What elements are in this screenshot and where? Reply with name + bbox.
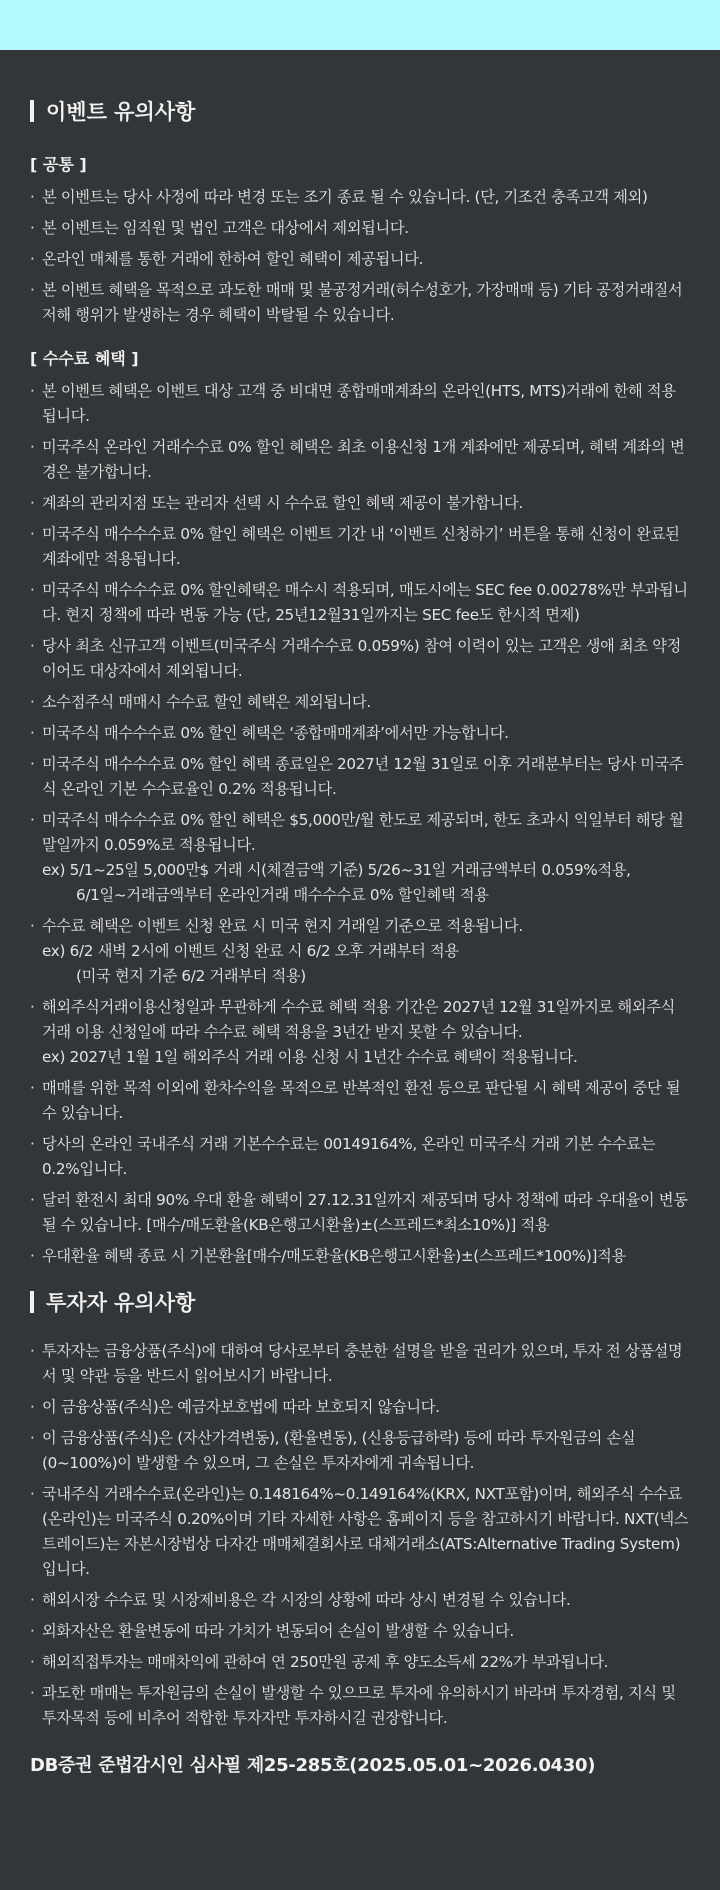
list-item: · 해외직접투자는 매매차익에 관하여 연 250만원 공제 후 양도소득세 22%가 부과됩니다. <box>30 1650 690 1675</box>
timing-text: 수수료 혜택은 이벤트 신청 완료 시 미국 현지 거래일 기준으로 적용됩니다. <box>42 917 523 935</box>
investor-notice-title-text: 투자자 유의사항 <box>46 1291 196 1315</box>
limit-text: 미국주식 매수수수료 0% 할인 혜택은 $5,000만/월 한도로 제공되며, 한도 초과시 익일부터 해당 월 말일까지 0.059%로 적용됩니다. <box>42 811 684 854</box>
investor-list <box>30 1339 690 1731</box>
list-item-monthly-limit <box>30 808 690 908</box>
list-item: · 매매를 위한 목적 이외에 환차수익을 목적으로 반복적인 환전 등으로 판단될 시 혜택 제공이 중단 될 수 있습니다. <box>30 1076 690 1126</box>
list-item: · 외화자산은 환율변동에 따라 가치가 변동되어 손실이 발생할 수 있습니다. <box>30 1619 690 1644</box>
list-item: · 미국주식 온라인 거래수수료 0% 할인 혜택은 최초 이용신청 1개 계좌에만 제공되며, 혜택 계좌의 변경은 불가합니다. <box>30 435 690 485</box>
investor-notice-title <box>30 1287 690 1317</box>
list-item: · 온라인 매체를 통한 거래에 한하여 할인 혜택이 제공됩니다. <box>30 247 690 272</box>
period-text: 해외주식거래이용신청일과 무관하게 수수료 혜택 적용 기간은 2027년 12월 31일까지로 해외주식 거래 이용 신청일에 따라 수수료 혜택 적용을 3년간 받지 못할 수 있습니다. <box>42 998 676 1041</box>
common-list <box>30 185 690 328</box>
list-item: · 본 이벤트는 임직원 및 법인 고객은 대상에서 제외됩니다. <box>30 216 690 241</box>
list-item: · 이 금융상품(주식)은 (자산가격변동), (환율변동), (신용등급하락) 등에 따라 투자원금의 손실(0~100%)이 발생할 수 있으며, 그 손실은 투자자에게 귀속됩니다. <box>30 1426 690 1476</box>
compliance-approval-text: DB증권 준법감시인 심사필 제25-285호(2025.05.01~2026.0430) <box>30 1755 596 1776</box>
list-item: · 국내주식 거래수수료(온라인)는 0.148164%~0.149164%(KRX, NXT포함)이며, 해외주식 수수료(온라인)는 미국주식 0.20%이며 기타 자세한 사항은 홈페이지 등을 참고하시기 바랍니다. NXT(넥스트레이드)는 자본시장법상 다자간 매매체결회사로 대체거래소(ATS:Alternative Trading System)입니다. <box>30 1482 690 1582</box>
event-notice-title-text: 이벤트 유의사항 <box>46 100 196 124</box>
fee-benefit-subheading: [ 수수료 혜택 ] <box>30 349 139 368</box>
list-item: · 미국주식 매수수수료 0% 할인혜택은 매수시 적용되며, 매도시에는 SEC fee 0.00278%만 부과됩니다. 현지 정책에 따라 변동 가능 (단, 25년12월31일까지는 SEC fee도 한시적 면제) <box>30 578 690 628</box>
event-notice-title <box>30 96 690 126</box>
list-item: · 달러 환전시 최대 90% 우대 환율 혜택이 27.12.31일까지 제공되며 당사 정책에 따라 우대율이 변동 될 수 있습니다. [매수/매도환율(KB은행고시환율)±(스프레드*최소10%)] 적용 <box>30 1188 690 1238</box>
limit-example <box>42 858 690 908</box>
list-item: · 미국주식 매수수수료 0% 할인 혜택은 ‘종합매매계좌’에서만 가능합니다. <box>30 721 690 746</box>
list-item-apply-period <box>30 995 690 1070</box>
timing-example <box>42 939 690 989</box>
limit-example-line-2: 6/1일~거래금액부터 온라인거래 매수수수료 0% 할인혜택 적용 <box>76 886 489 904</box>
notice-content <box>0 50 720 1777</box>
list-item: · 우대환율 혜택 종료 시 기본환율[매수/매도환율(KB은행고시환율)±(스프레드*100%)]적용 <box>30 1244 690 1269</box>
list-item: · 본 이벤트 혜택을 목적으로 과도한 매매 및 불공정거래(허수성호가, 가장매매 등) 기타 공정거래질서 저해 행위가 발생하는 경우 혜택이 박탈될 수 있습니다. <box>30 278 690 328</box>
list-item: · 계좌의 관리지점 또는 관리자 선택 시 수수료 할인 혜택 제공이 불가합니다. <box>30 491 690 516</box>
list-item: · 당사 최초 신규고객 이벤트(미국주식 거래수수료 0.059%) 참여 이력이 있는 고객은 생애 최초 약정이어도 대상자에서 제외됩니다. <box>30 634 690 684</box>
list-item-apply-timing <box>30 914 690 989</box>
list-item: · 과도한 매매는 투자원금의 손실이 발생할 수 있으므로 투자에 유의하시기 바라며 투자경험, 지식 및 투자목적 등에 비추어 적합한 투자자만 투자하시길 권장합니다. <box>30 1681 690 1731</box>
list-item: · 당사의 온라인 국내주식 거래 기본수수료는 00149164%, 온라인 미국주식 거래 기본 수수료는 0.2%입니다. <box>30 1132 690 1182</box>
list-item: · 이 금융상품(주식)은 예금자보호법에 따라 보호되지 않습니다. <box>30 1395 690 1420</box>
title-bar-marker <box>30 100 34 122</box>
fee-benefit-list <box>30 379 690 1269</box>
list-item: · 본 이벤트 혜택은 이벤트 대상 고객 중 비대면 종합매매계좌의 온라인(HTS, MTS)거래에 한해 적용됩니다. <box>30 379 690 429</box>
timing-example-line-2: (미국 현지 기준 6/2 거래부터 적용) <box>76 967 306 985</box>
list-item: · 투자자는 금융상품(주식)에 대하여 당사로부터 충분한 설명을 받을 권리가 있으며, 투자 전 상품설명서 및 약관 등을 반드시 읽어보시기 바랍니다. <box>30 1339 690 1389</box>
list-item: · 미국주식 매수수수료 0% 할인 혜택은 이벤트 기간 내 ‘이벤트 신청하기’ 버튼을 통해 신청이 완료된 계좌에만 적용됩니다. <box>30 522 690 572</box>
period-example: ex) 2027년 1월 1일 해외주식 거래 이용 신청 시 1년간 수수료 혜택이 적용됩니다. <box>42 1048 578 1066</box>
list-item: · 소수점주식 매매시 수수료 할인 혜택은 제외됩니다. <box>30 690 690 715</box>
top-banner-strip <box>0 0 720 50</box>
list-item: · 미국주식 매수수수료 0% 할인 혜택 종료일은 2027년 12월 31일로 이후 거래분부터는 당사 미국주식 온라인 기본 수수료율인 0.2% 적용됩니다. <box>30 752 690 802</box>
list-item: · 본 이벤트는 당사 사정에 따라 변경 또는 조기 종료 될 수 있습니다. (단, 기조건 충족고객 제외) <box>30 185 690 210</box>
limit-example-line-1: ex) 5/1~25일 5,000만$ 거래 시(체결금액 기준) 5/26~31일 거래금액부터 0.059%적용, <box>42 861 631 879</box>
timing-example-line-1: ex) 6/2 새벽 2시에 이벤트 신청 완료 시 6/2 오후 거래부터 적용 <box>42 942 459 960</box>
common-subheading: [ 공통 ] <box>30 155 87 174</box>
list-item: · 해외시장 수수료 및 시장제비용은 각 시장의 상황에 따라 상시 변경될 수 있습니다. <box>30 1588 690 1613</box>
title-bar-marker <box>30 1291 34 1313</box>
